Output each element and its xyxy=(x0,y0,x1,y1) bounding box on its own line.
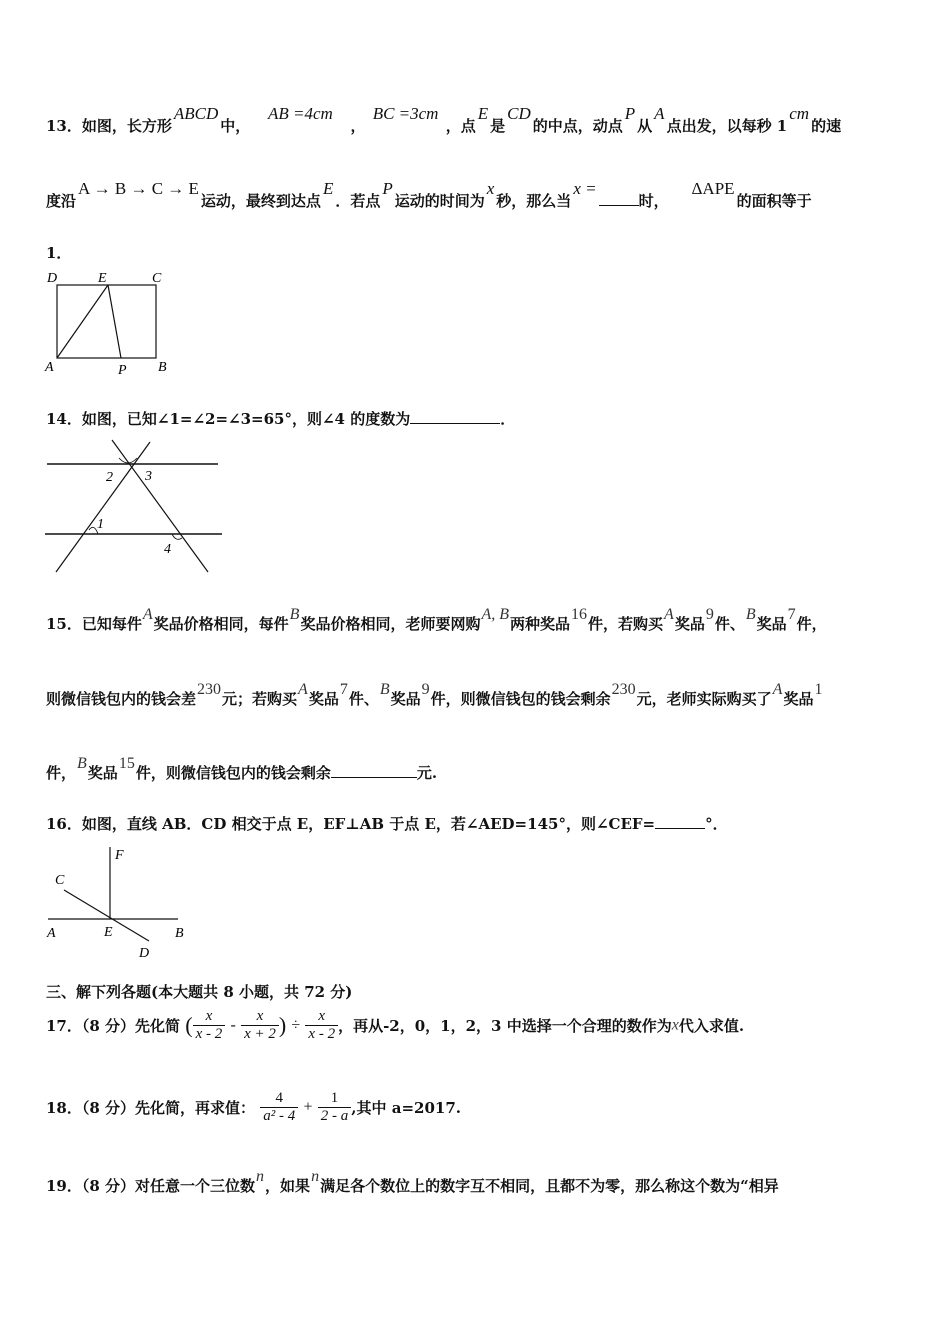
q15-line1: 15．已知每件A奖品价格相同，每件B奖品价格相同，老师要网购A, B两种奖品16件，若购买A奖品9件、B奖品7件， xyxy=(46,606,827,633)
transversal-left xyxy=(56,442,150,572)
label-e: E xyxy=(104,925,113,940)
q17-line: 17．（8 分）先化简 ( $\frac{x}{x - 2}$ - $\frac{x}{x + 2}$ ) ÷ $\frac{x}{x - 2}$ ，再从-2，0，1，2，3 中选择一个合理的数作为x代入求值. xyxy=(46,1008,745,1042)
q13-answer-blank[interactable] xyxy=(599,205,639,206)
label-b: B xyxy=(158,360,167,375)
q18-line: 18．（8 分）先化简，再求值： $\frac{4}{\text{a² - 4}}$ + $\frac{1}{2 - a}$ ,其中 a=2017. xyxy=(46,1090,461,1124)
section-3-heading: 三、解下列各题(本大题共 8 小题，共 72 分) xyxy=(46,983,353,1001)
angle-label-1: 1 xyxy=(97,517,104,532)
q16-line: 16．如图，直线 AB．CD 相交于点 E，EF⊥AB 于点 E，若∠AED=145°，则∠CEF= °． xyxy=(46,815,728,833)
fraction-5: $\frac{1}{2 - a}$ xyxy=(318,1090,352,1125)
label-f: F xyxy=(115,848,124,863)
q13-line2: 度沿A → B → C → E运动，最终到达点E．若点P运动的时间为x秒，那么当x =时， ΔAPE的面积等于 xyxy=(46,179,812,210)
fraction-4: $\frac{4}{\text{a² - 4}}$ xyxy=(260,1090,298,1125)
rectangle-abcd xyxy=(57,285,156,358)
q14-parallel-lines-figure xyxy=(42,438,222,578)
label-a: A xyxy=(47,926,56,941)
q13-line1: 13．如图，长方形ABCD中， AB =4cm ， BC =3cm ，点E是CD的中点，动点P从A点出发，以每秒 1cm的速 xyxy=(46,104,842,135)
angle-label-2: 2 xyxy=(106,470,113,485)
label-c: C xyxy=(152,271,162,286)
label-d: D xyxy=(47,271,58,286)
q13-rectangle-figure xyxy=(42,268,177,378)
q14-answer-blank[interactable] xyxy=(410,423,500,424)
fraction-3: $\frac{x}{x - 2}$ xyxy=(305,1008,338,1043)
fraction-1: $\frac{x}{x - 2}$ xyxy=(193,1008,226,1043)
label-c: C xyxy=(55,873,65,888)
q15-line3: 件，B奖品15件，则微信钱包内的钱会剩余 元. xyxy=(46,755,438,782)
angle-label-3: 3 xyxy=(145,469,152,484)
q16-answer-blank[interactable] xyxy=(655,828,705,829)
segment-ae xyxy=(57,285,108,358)
q16-intersecting-lines-figure xyxy=(42,842,192,962)
q14-line: 14．如图，已知∠1=∠2=∠3=65°，则∠4 的度数为 ． xyxy=(46,410,516,428)
q13-line3: 1． xyxy=(46,244,72,262)
angle-label-4: 4 xyxy=(164,542,171,557)
label-d: D xyxy=(139,946,150,961)
label-b: B xyxy=(175,926,184,941)
label-a: A xyxy=(45,360,54,375)
q19-line: 19．（8 分）对任意一个三位数n，如果n满足各个数位上的数字互不相同，且都不为零，那么称这个数为“相异 xyxy=(46,1168,779,1195)
segment-ep xyxy=(108,285,121,358)
label-e: E xyxy=(98,271,107,286)
q15-answer-blank[interactable] xyxy=(331,777,417,778)
label-p: P xyxy=(118,363,127,378)
q15-line2: 则微信钱包内的钱会差230元；若购买A奖品7件、B奖品9件，则微信钱包的钱会剩余230元，老师实际购买了A奖品1 xyxy=(46,681,823,708)
transversal-right xyxy=(112,440,208,572)
fraction-2: $\frac{x}{x + 2}$ xyxy=(241,1008,279,1043)
